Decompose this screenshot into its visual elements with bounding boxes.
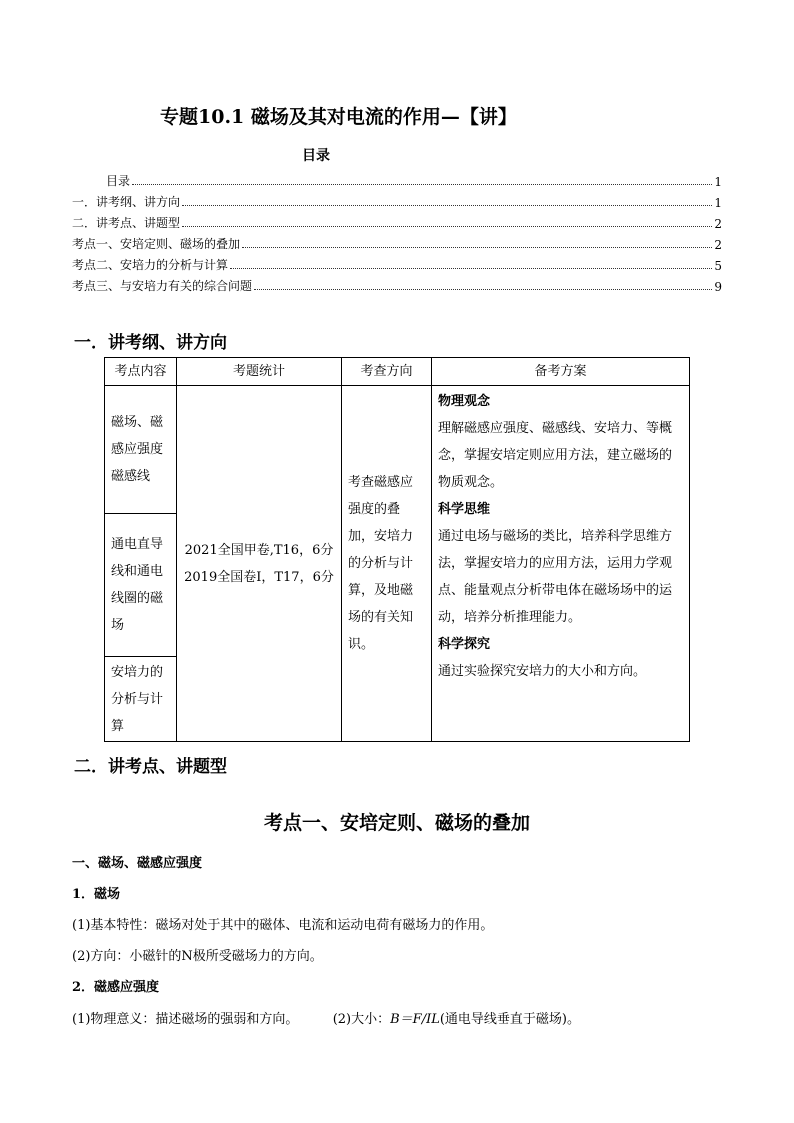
toc-item-label: 考点二、安培力的分析与计算 <box>72 258 229 272</box>
subsection-heading: 一、磁场、磁感应强度 <box>72 856 203 871</box>
paragraph <box>72 1008 580 1027</box>
plan-heading: 科学思维 <box>438 502 491 518</box>
paragraph-part: (2)大小： <box>332 1012 391 1027</box>
toc-leader <box>254 289 712 290</box>
item-heading: 2．磁感应强度 <box>72 980 160 995</box>
toc-item-label: 考点一、安培定则、磁场的叠加 <box>72 237 241 251</box>
toc-item-page: 1 <box>714 175 722 189</box>
stat-line: 2019全国卷Ⅰ，T17，6分 <box>184 569 334 585</box>
table-cell-area: 安培力的分析与计算 <box>105 657 177 742</box>
section-heading-topics: 二．讲考点、讲题型 <box>74 757 227 777</box>
plan-heading: 物理观念 <box>438 394 491 410</box>
plan-heading: 科学探究 <box>438 637 491 653</box>
toc-item[interactable] <box>72 168 722 189</box>
exam-outline-table <box>104 357 690 742</box>
table-header: 考题统计 <box>177 358 342 386</box>
toc-item[interactable] <box>72 252 722 273</box>
toc-item-page: 2 <box>714 217 722 231</box>
toc-item[interactable] <box>72 273 722 294</box>
table-cell-area: 磁场、磁感应强度磁感线 <box>105 386 177 514</box>
toc-item[interactable] <box>72 210 722 231</box>
toc-item[interactable] <box>72 231 722 252</box>
toc-item[interactable] <box>72 189 722 210</box>
table-cell-direction: 考查磁感应强度的叠加，安培力的分析与计算，及地磁场的有关知识。 <box>342 386 432 742</box>
item-heading: 1．磁场 <box>72 887 121 902</box>
toc-leader <box>230 268 712 269</box>
paragraph-part: (通电导线垂直于磁场)。 <box>439 1012 581 1027</box>
stat-line: 2021全国甲卷,T16，6分 <box>184 542 334 558</box>
table-cell-stats <box>177 386 342 742</box>
toc-item-label: 目录 <box>106 174 131 188</box>
table-row <box>105 386 690 514</box>
toc-item-page: 5 <box>714 259 722 273</box>
table-header-row <box>105 358 690 386</box>
paragraph: (1)基本特性：磁场对处于其中的磁体、电流和运动电荷有磁场力的作用。 <box>72 918 494 933</box>
toc-item-page: 2 <box>714 238 722 252</box>
toc-item-label: 一．讲考纲、讲方向 <box>72 195 181 209</box>
paragraph: (2)方向：小磁针的N极所受磁场力的方向。 <box>72 949 323 964</box>
table-cell-plan <box>432 386 690 742</box>
page-title: 专题10.1 磁场及其对电流的作用—【讲】 <box>160 106 517 128</box>
toc-leader <box>132 184 712 185</box>
table-header: 考查方向 <box>342 358 432 386</box>
toc-item-label: 二．讲考点、讲题型 <box>72 216 181 230</box>
toc-heading: 目录 <box>302 148 330 164</box>
table-cell-area: 通电直导线和通电线圈的磁场 <box>105 514 177 657</box>
paragraph-part: (1)物理意义：描述磁场的强弱和方向。 <box>72 1012 299 1027</box>
toc-item-page: 1 <box>714 196 722 210</box>
toc-item-label: 考点三、与安培力有关的综合问题 <box>72 279 253 293</box>
table-of-contents <box>72 168 722 294</box>
toc-leader <box>182 226 712 227</box>
toc-leader <box>242 247 712 248</box>
plan-text: 通过电场与磁场的类比，培养科学思维方法，掌握安培力的应用方法，运用力学观点、能量观点分析带电体在磁场场中的运动，培养分析推理能力。 <box>438 529 673 626</box>
toc-item-page: 9 <box>714 280 722 294</box>
topic-title: 考点一、安培定则、磁场的叠加 <box>263 812 530 834</box>
plan-text: 通过实验探究安培力的大小和方向。 <box>438 664 647 680</box>
section-heading-outline: 一．讲考纲、讲方向 <box>74 333 227 353</box>
formula: B＝F/IL <box>390 1012 440 1027</box>
toc-leader <box>182 205 712 206</box>
table-header: 考点内容 <box>105 358 177 386</box>
table-header: 备考方案 <box>432 358 690 386</box>
plan-text: 理解磁感应强度、磁感线、安培力、等概念，掌握安培定则应用方法，建立磁场的物质观念。 <box>438 421 673 491</box>
